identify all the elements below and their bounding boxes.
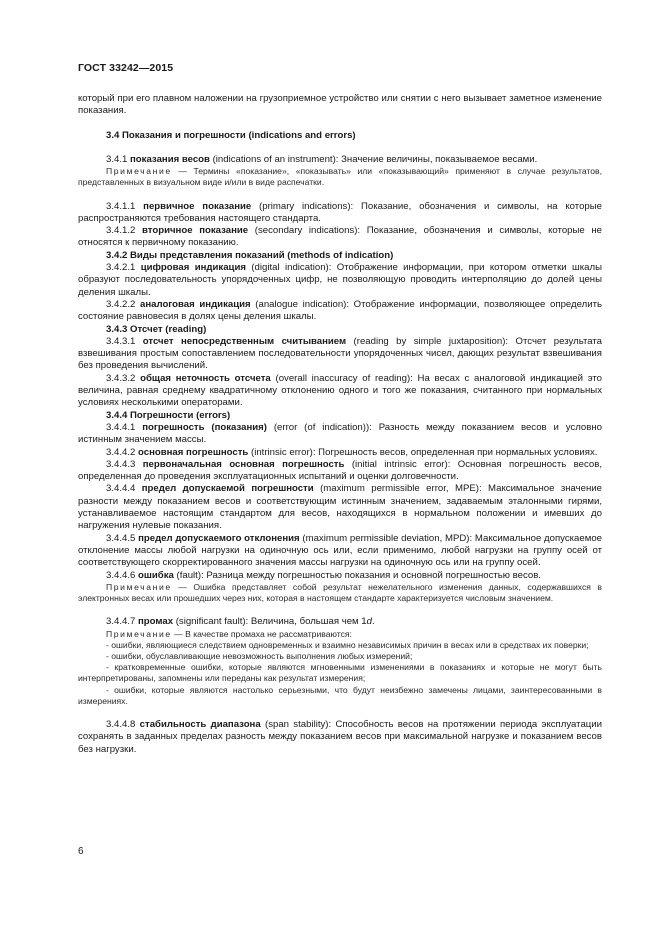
note-2 xyxy=(78,582,602,604)
note-3-item-1: - ошибки, являющиеся следствием одновременных и взаимно независимых причин в весах или в средствах их поверки; xyxy=(106,639,589,650)
note-3-item-3: - кратковременные ошибки, которые являются мгновенными изменениями в показаниях и которые не могут быть интерпретированы, запомнены или переданы как результат измерения; xyxy=(78,662,602,684)
definition-text: (digital indication): Отображение информации, при котором отметки шкалы образуют последовательность упорядоченных цифр, не позволяющую проводить интерполяцию до долей цены деления шкалы. xyxy=(78,262,602,298)
note-3-item-4: - ошибки, которые являются настолько серьезными, что будут неизбежно замечены лицами, заинтересованными в измерениях. xyxy=(78,684,602,706)
note-3-item-2: - ошибки, обуславливающие невозможность выполнения любых измерений; xyxy=(106,650,413,661)
definition-3-4-4-6 xyxy=(78,570,602,582)
term: погрешность (показания) xyxy=(142,421,267,433)
definition-text: (intrinsic error): Погрешность весов, определенная при нормальных условиях. xyxy=(248,446,598,458)
definition-3-4-4-3 xyxy=(78,459,602,484)
definition-3-4-3-2 xyxy=(78,373,602,410)
term: предел допускаемой погрешности xyxy=(141,483,314,495)
note-label: Примечание xyxy=(106,581,172,592)
definition-3-4-4-4 xyxy=(78,483,602,532)
term: первоначальная основная погрешность xyxy=(142,458,345,470)
note-text: — В качестве промаха не рассматриваются: xyxy=(171,628,352,639)
definition-text: (overall inaccuracy of reading): На весах с аналоговой индикацией это величина, равная среднему квадратичному отклонению одного и того же показания, считанного при нормальных условиях несколькими операторами. xyxy=(78,372,602,409)
page-number: 6 xyxy=(78,846,84,857)
definition-text: (secondary indications): Показание, обозначения и символы, которые не относятся к первичному показанию. xyxy=(78,225,603,249)
section-title-3-4-4: 3.4.4 Погрешности (errors) xyxy=(106,409,231,421)
clause-number: 3.4.4.7 xyxy=(106,616,136,628)
document-header: ГОСТ 33242—2015 xyxy=(78,62,174,74)
clause-number: 3.4.4.3 xyxy=(106,458,136,470)
clause-number: 3.4.1 xyxy=(106,153,128,165)
note-text: — Ошибка представляет собой результат нежелательного изменения данных, содержавшихся в электронных весах или прошедших через них, которая в настоящем стандарте характеризуется числовым значением. xyxy=(78,581,602,603)
term: цифровая индикация xyxy=(140,262,246,274)
clause-number: 3.4.4.2 xyxy=(106,446,136,458)
clause-number: 3.4.4.4 xyxy=(106,483,136,495)
term: аналоговая индикация xyxy=(140,298,251,310)
note-3 xyxy=(78,629,602,640)
document-body xyxy=(78,93,602,756)
definition-text: (maximum permissible error, MPE): Максимальное значение разности между показанием весов и соответствующим истинным значением, задаваемым эталонными гирями, устанавливаемое настоящим стандартом для весов, находящихся в нормальном положении и имевших до нагружения нулевые показания. xyxy=(78,483,602,532)
definition-3-4-1-2 xyxy=(78,225,602,250)
definition-3-4-4-2 xyxy=(78,447,602,459)
definition-text-end: . xyxy=(371,616,375,628)
definition-3-4-2-1 xyxy=(78,262,602,299)
clause-number: 3.4.4.8 xyxy=(106,718,136,730)
note-label: Примечание xyxy=(106,166,172,177)
clause-number: 3.4.3.2 xyxy=(106,372,136,384)
term: показания весов xyxy=(130,153,210,165)
definition-text: (initial intrinsic error): Основная погрешность весов, определенная до проведения эксплуатационных испытаний и оценки долговечности. xyxy=(78,458,602,483)
clause-number: 3.4.1.2 xyxy=(106,225,136,237)
definition-text: (reading by simple juxtaposition): Отсчет результата взвешивания простым сопоставлением последовательности упорядоченных чисел, дающих результат взвешивания без проведения вычислений. xyxy=(78,335,602,372)
definition-3-4-2-2 xyxy=(78,299,602,324)
definition-3-4-4-8 xyxy=(78,719,602,756)
definition-3-4-4-7 xyxy=(78,616,602,628)
section-title-3-4-2: 3.4.2 Виды представления показаний (methods of indication) xyxy=(106,249,394,261)
definition-text: (analogue indication): Отображение информации, позволяющее определить состояние равновесия в долях цены деления шкалы. xyxy=(78,298,603,323)
clause-number: 3.4.2.2 xyxy=(106,298,136,310)
term: предел допускаемого отклонения xyxy=(138,532,300,544)
clause-number: 3.4.1.1 xyxy=(106,200,136,212)
note-text: — Термины «показание», «показывать» или «показывающий» применяют в случае результатов, представленных в визуальном виде и/или в виде распечатки. xyxy=(78,166,602,188)
definition-text: (indications of an instrument): Значение величины, показываемое весами. xyxy=(209,153,538,165)
clause-number: 3.4.4.5 xyxy=(106,532,136,544)
clause-number: 3.4.2.1 xyxy=(106,262,136,274)
term: промах xyxy=(138,616,174,628)
note-label: Примечание xyxy=(106,628,172,639)
definition-3-4-4-1 xyxy=(78,422,602,447)
definition-text: (maximum permissible deviation, MPD): Максимальное допускаемое отклонение массы любой нагрузки на одиночную ось или, если применимо, любой нагрузки на группу осей от соответствующего скорректированного значения массы нагрузки на одиночную ось или на группу осей. xyxy=(78,532,602,569)
section-title-3-4: 3.4 Показания и погрешности (indications and errors) xyxy=(106,129,356,141)
clause-number: 3.4.4.6 xyxy=(106,569,136,581)
definition-3-4-1-1 xyxy=(78,201,602,226)
term: первичное показание xyxy=(143,200,252,212)
term: основная погрешность xyxy=(138,446,249,458)
term: стабильность диапазона xyxy=(139,718,261,730)
term: вторичное показание xyxy=(142,225,249,237)
intro-continuation: который при его плавном наложении на грузоприемное устройство или снятии с него вызывает заметное изменение показания. xyxy=(78,93,602,117)
definition-3-4-3-1 xyxy=(78,336,602,373)
symbol-d: d xyxy=(366,616,372,628)
definition-text: (span stability): Способность весов на протяжении периода эксплуатации сохранять в заданных пределах разность между показанием весов при максимальной нагрузке и показанием весов без нагрузки. xyxy=(78,718,602,755)
note-1 xyxy=(78,166,602,188)
term: ошибка xyxy=(138,569,174,581)
definition-3-4-4-5 xyxy=(78,533,602,570)
clause-number: 3.4.4.1 xyxy=(106,421,136,433)
term: общая неточность отсчета xyxy=(140,372,271,384)
definition-text: (significant fault): Величина, большая чем 1 xyxy=(173,616,367,628)
section-title-3-4-3: 3.4.3 Отсчет (reading) xyxy=(106,323,207,335)
clause-number: 3.4.3.1 xyxy=(106,335,136,347)
definition-text: (primary indications): Показание, обозначения и символы, на которые распространяются требования настоящего стандарта. xyxy=(78,200,602,224)
definition-text: (fault): Разница между погрешностью показания и основной погрешностью весов. xyxy=(173,569,541,581)
definition-3-4-1 xyxy=(78,154,602,166)
definition-text: (error (of indication)): Разность между показанием весов и условно истинным значением массы. xyxy=(78,421,602,446)
term: отсчет непосредственным считыванием xyxy=(142,335,347,347)
